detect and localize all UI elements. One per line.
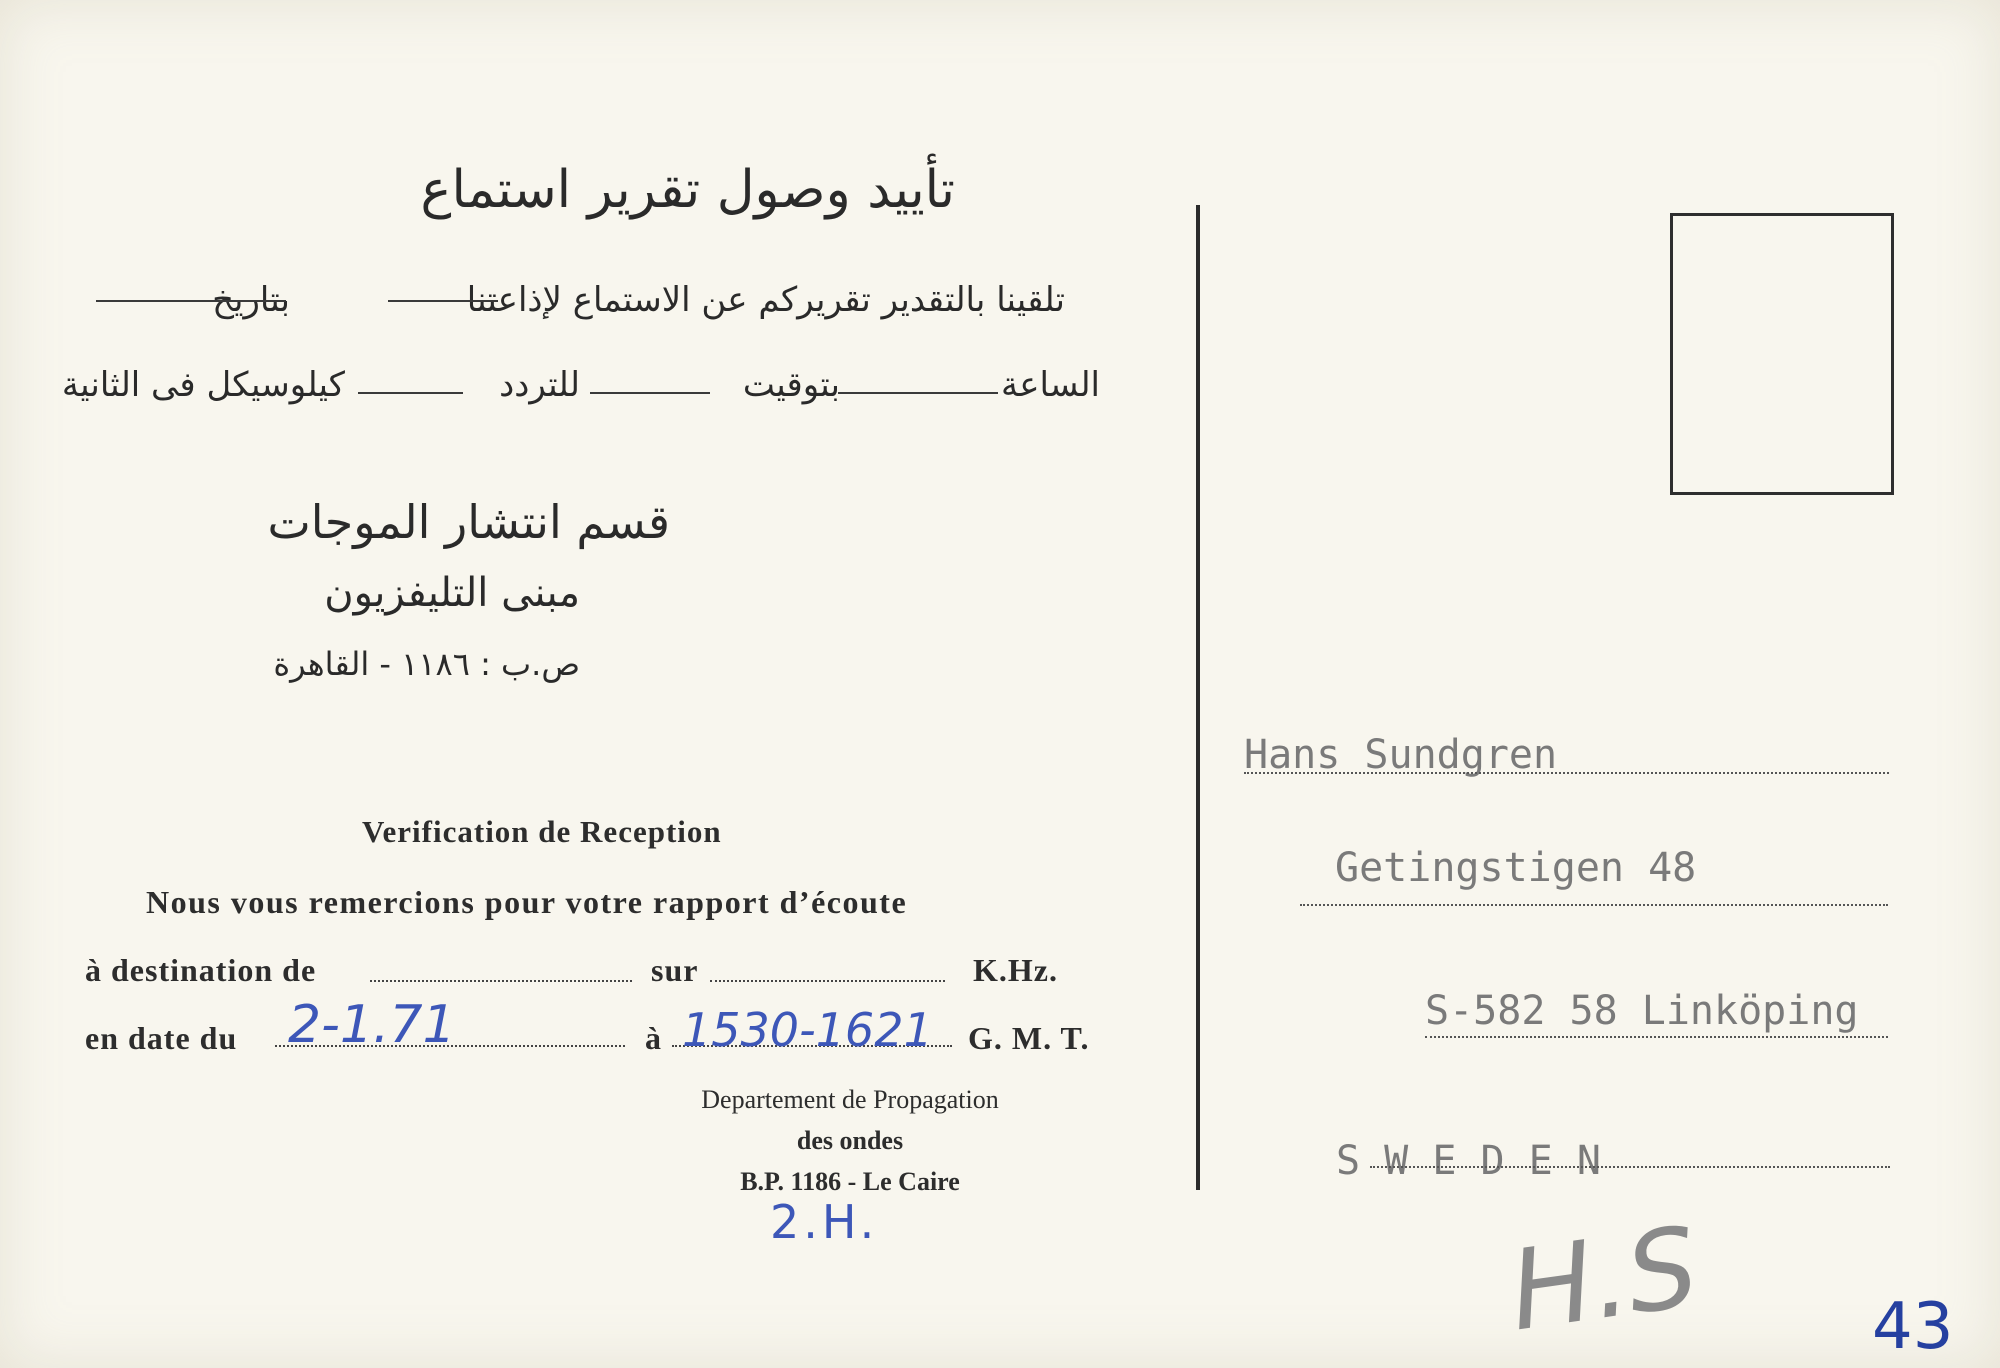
khz-label: K.Hz.: [973, 952, 1058, 988]
arabic-line2-time-label: بتوقيت: [742, 365, 840, 405]
arabic-line2-blank-b: [590, 392, 710, 394]
handwritten-note: 2.H.: [770, 1195, 879, 1249]
arabic-line1-blank-a: [388, 300, 498, 302]
address-street: Getingstigen 48: [1335, 845, 1697, 891]
dept-line3: B.P. 1186 - Le Caire: [740, 1167, 960, 1196]
handwritten-time: 1530-1621: [682, 1003, 933, 1057]
frequency-line: [710, 980, 945, 982]
arabic-department: قسم انتشار الموجات: [267, 495, 670, 549]
french-title: Verification de Reception: [362, 814, 722, 849]
arabic-line2-hour-label: الساعة: [1000, 365, 1100, 405]
sur-label: sur: [651, 952, 699, 988]
address-city: S-582 58 Linköping: [1425, 988, 1859, 1034]
arabic-title: تأييد وصول تقرير استماع: [420, 160, 955, 220]
arabic-po-box: ص.ب : ١١٨٦ - القاهرة: [273, 645, 580, 683]
french-thanks: Nous vous remercions pour votre rapport d’écoute: [146, 884, 908, 920]
address-country: S W E D E N: [1336, 1138, 1601, 1184]
arabic-line2-freq-label: للتردد: [499, 365, 580, 405]
address-name: Hans Sundgren: [1244, 732, 1558, 778]
dept-line1: Departement de Propagation: [701, 1085, 999, 1114]
gmt-label: G. M. T.: [968, 1020, 1090, 1056]
arabic-line2-blank-a: [838, 392, 998, 394]
dept-line2: des ondes: [796, 1126, 904, 1155]
arabic-line1-text: تلقينا بالتقدير تقريركم عن الاستماع لإذاعتنا: [466, 280, 1065, 320]
destination-line: [370, 980, 632, 982]
address-line-1: [1244, 772, 1889, 774]
arabic-building: مبنى التليفزيون: [324, 570, 580, 616]
date-label: en date du: [85, 1020, 238, 1056]
address-line-2: [1300, 904, 1888, 906]
address-line-3: [1425, 1036, 1888, 1038]
a-label: à: [645, 1020, 662, 1056]
card-divider: [1196, 205, 1200, 1190]
card-number: 43: [1872, 1290, 1954, 1364]
arabic-line2-blank-c: [358, 392, 463, 394]
arabic-line1-blank-b: [96, 300, 286, 302]
pencil-signature: H.S: [1502, 1202, 1706, 1356]
stamp-box: [1670, 213, 1894, 495]
handwritten-date: 2-1.71: [288, 995, 456, 1055]
arabic-line2-unit-label: كيلوسيكل فى الثانية: [61, 365, 345, 405]
arabic-line1-date-label: بتاريخ: [212, 280, 290, 320]
destination-label: à destination de: [85, 952, 317, 988]
address-line-4: [1370, 1166, 1890, 1168]
